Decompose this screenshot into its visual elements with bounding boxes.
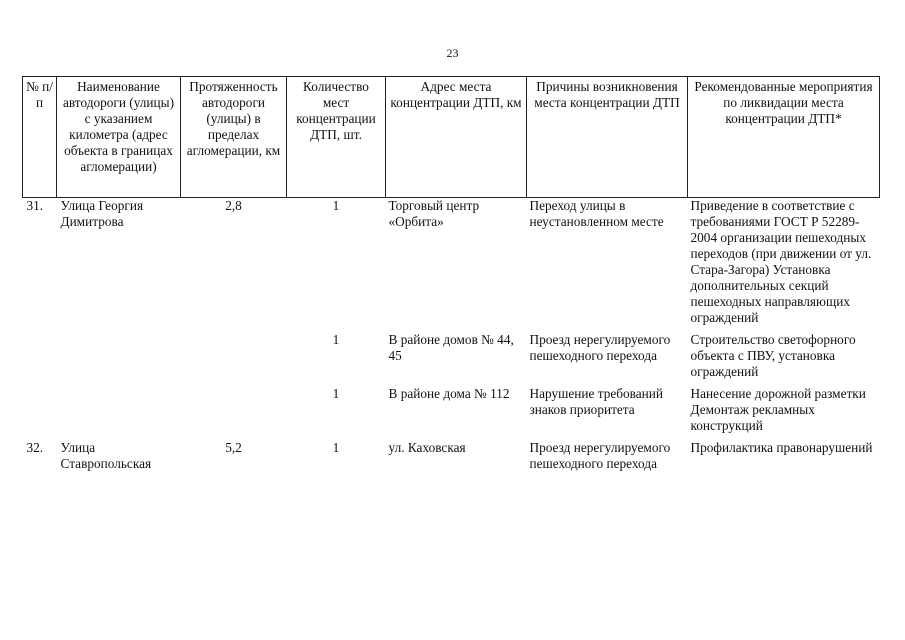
accident-concentration-table xyxy=(22,76,880,472)
row-num: 32. xyxy=(26,440,44,455)
table-row xyxy=(23,332,880,380)
table-row xyxy=(23,440,880,472)
header-count: Количество мест концентрации ДТП, шт. xyxy=(287,77,386,198)
table-row xyxy=(23,198,880,327)
row-cause: Проезд нерегулируемого пешеходного перехода xyxy=(529,440,671,471)
row-address: Торговый центр «Орбита» xyxy=(388,198,480,229)
row-length: 2,8 xyxy=(225,198,242,213)
row-measures: Строительство светофорного объекта с ПВУ, установка ограждений xyxy=(690,332,856,379)
row-cause: Нарушение требований знаков приоритета xyxy=(529,386,664,417)
row-cause: Проезд нерегулируемого пешеходного перехода xyxy=(529,332,671,363)
row-address: В районе дома № 112 xyxy=(388,386,510,401)
header-measures: Рекомендованные мероприятия по ликвидации места концентрации ДТП* xyxy=(688,77,880,198)
header-num: № п/п xyxy=(23,77,57,198)
row-address: В районе домов № 44, 45 xyxy=(388,332,514,363)
row-road-name xyxy=(57,386,181,434)
page-number: 23 xyxy=(446,46,459,60)
row-measures: Приведение в соответствие с требованиями ГОСТ Р 52289-2004 организации пешеходных переходов (при движении от ул. Стара-Загора) Установка дополнительных секций пешеходных направляющих ограждений xyxy=(690,198,872,325)
row-measures: Профилактика правонарушений xyxy=(690,440,873,455)
row-length: 5,2 xyxy=(225,440,242,455)
row-count: 1 xyxy=(332,198,340,213)
row-road-name xyxy=(57,332,181,380)
row-count: 1 xyxy=(332,332,340,347)
row-num: 31. xyxy=(26,198,44,213)
header-address: Адрес места концентрации ДТП, км xyxy=(386,77,527,198)
row-length xyxy=(181,386,287,434)
row-road-name: Улица Георгия Димитрова xyxy=(60,198,144,229)
row-length xyxy=(181,332,287,380)
header-road-name: Наименование автодороги (улицы) с указанием километра (адрес объекта в границах агломерации) xyxy=(57,77,181,198)
header-length: Протяженность автодороги (улицы) в пределах агломерации, км xyxy=(181,77,287,198)
row-num xyxy=(23,386,57,434)
row-count: 1 xyxy=(332,440,340,455)
row-cause: Переход улицы в неустановленном месте xyxy=(529,198,664,229)
header-cause: Причины возникновения места концентрации ДТП xyxy=(527,77,688,198)
table-row xyxy=(23,386,880,434)
row-road-name: Улица Ставропольская xyxy=(60,440,152,471)
row-address: ул. Каховская xyxy=(388,440,466,455)
table-header-row xyxy=(23,77,880,198)
row-num xyxy=(23,332,57,380)
row-count: 1 xyxy=(332,386,340,401)
row-measures: Нанесение дорожной разметки Демонтаж рекламных конструкций xyxy=(690,386,866,433)
